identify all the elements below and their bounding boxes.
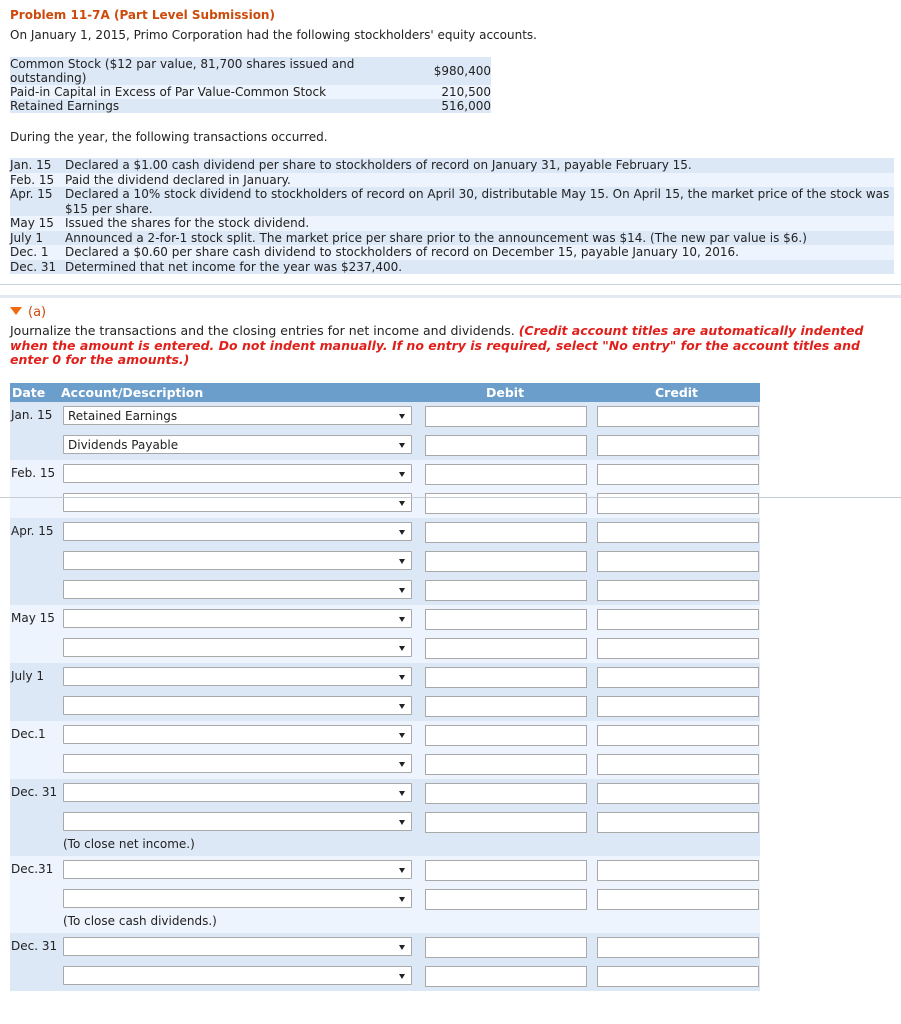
debit-input[interactable] [425,464,587,485]
page-bottom [0,1011,901,1024]
transaction-text: Paid the dividend declared in January. [65,173,894,188]
credit-input[interactable] [597,696,759,717]
debit-input[interactable] [425,783,587,804]
debit-input[interactable] [425,889,587,910]
credit-input[interactable] [597,580,759,601]
divider [0,284,901,285]
instruction-note: (Credit account titles are automatically indented when the amount is entered. Do not indent manually. If no entry is required, select "No entry" for the account titles and enter 0 for the amounts.) [10,323,864,367]
dropdown-arrow-icon [399,791,405,796]
transaction-row [10,158,894,173]
part-a-toggle[interactable] [10,305,46,320]
journal-entry-group [10,460,760,518]
account-select[interactable] [63,860,412,879]
debit-input[interactable] [425,522,587,543]
transaction-date: Jan. 15 [10,158,65,173]
entry-date: Dec.31 [11,862,54,876]
account-select[interactable] [63,812,412,831]
journal-line [10,750,760,779]
debit-input[interactable] [425,812,587,833]
dropdown-arrow-icon [399,530,405,535]
account-select[interactable] [63,609,412,628]
part-a-label: (a) [28,305,47,320]
journal-entry-group [10,605,760,663]
account-select[interactable] [63,754,412,773]
problem-title: Problem 11-7A (Part Level Submission) [10,8,275,22]
journal-line [10,489,760,518]
debit-input[interactable] [425,667,587,688]
account-select[interactable] [63,667,412,686]
journal-line [10,547,760,576]
debit-input[interactable] [425,860,587,881]
journal-line [10,576,760,605]
account-select[interactable] [63,580,412,599]
account-select[interactable] [63,889,412,908]
transaction-text: Determined that net income for the year was $237,400. [65,260,894,275]
dropdown-arrow-icon [399,414,405,419]
journal-line [10,663,760,692]
account-select[interactable] [63,522,412,541]
journal-entry-group [10,518,760,605]
problem-intro: On January 1, 2015, Primo Corporation had the following stockholders' equity accounts. [10,28,537,42]
part-a-instructions [10,324,890,368]
journal-entry-group [10,856,760,933]
entry-date: Dec.1 [11,727,46,741]
credit-input[interactable] [597,889,759,910]
journal-entry-group [10,721,760,779]
credit-input[interactable] [597,551,759,572]
debit-input[interactable] [425,966,587,987]
header-debit: Debit [486,385,525,400]
credit-input[interactable] [597,522,759,543]
debit-input[interactable] [425,551,587,572]
account-select[interactable] [63,551,412,570]
journal-line [10,605,760,634]
debit-input[interactable] [425,937,587,958]
equity-row [10,99,491,113]
dropdown-arrow-icon [399,617,405,622]
dropdown-arrow-icon [399,646,405,651]
debit-input[interactable] [425,609,587,630]
transaction-date: Apr. 15 [10,187,65,216]
account-select[interactable] [63,493,412,512]
dropdown-arrow-icon [399,733,405,738]
credit-input[interactable] [597,783,759,804]
credit-input[interactable] [597,464,759,485]
entry-note-text: (To close net income.) [63,837,195,851]
journal-entry-table [10,383,760,991]
equity-amount: $980,400 [434,57,491,85]
journal-entry-group [10,779,760,856]
header-date: Date [12,385,46,400]
entry-date: May 15 [11,611,55,625]
dropdown-arrow-icon [399,472,405,477]
equity-row [10,57,491,85]
credit-input[interactable] [597,812,759,833]
journal-line [10,885,760,914]
journal-line [10,808,760,837]
account-select-value: Dividends Payable [68,438,179,452]
equity-label: Common Stock ($12 par value, 81,700 shares issued and outstanding) [10,57,434,85]
debit-input[interactable] [425,696,587,717]
entry-note [10,837,760,856]
account-select[interactable] [63,696,412,715]
transaction-text: Announced a 2-for-1 stock split. The market price per share prior to the announcement was $14. (The new par value is $6.) [65,231,894,246]
collapse-triangle-icon [10,307,22,315]
dropdown-arrow-icon [399,820,405,825]
entry-note-text: (To close cash dividends.) [63,914,217,928]
credit-input[interactable] [597,406,759,427]
equity-label: Paid-in Capital in Excess of Par Value-Common Stock [10,85,434,99]
credit-input[interactable] [597,638,759,659]
journal-body [10,402,760,991]
dropdown-arrow-icon [399,675,405,680]
entry-date: Apr. 15 [11,524,54,538]
equity-row [10,85,491,99]
transaction-text: Declared a $1.00 cash dividend per share to stockholders of record on January 31, payable February 15. [65,158,894,173]
transaction-date: Dec. 1 [10,245,65,260]
header-credit: Credit [655,385,699,400]
instruction-text: Journalize the transactions and the closing entries for net income and dividends. [10,323,519,338]
journal-line [10,933,760,962]
entry-date: July 1 [11,669,45,683]
journal-line [10,460,760,489]
journal-line [10,692,760,721]
account-select[interactable] [63,725,412,744]
credit-input[interactable] [597,754,759,775]
transactions-intro: During the year, the following transactions occurred. [10,130,328,144]
header-account: Account/Description [61,385,204,400]
entry-date: Dec. 31 [11,785,58,799]
transaction-text: Declared a 10% stock dividend to stockholders of record on April 30, distributable May 15. On April 15, the market price of the stock was $15 per share. [65,187,894,216]
transaction-date: July 1 [10,231,65,246]
debit-input[interactable] [425,406,587,427]
account-select-value: Retained Earnings [68,409,178,423]
journal-line [10,402,760,431]
transaction-text: Issued the shares for the stock dividend. [65,216,894,231]
dropdown-arrow-icon [399,762,405,767]
entry-date: Dec. 31 [11,939,58,953]
credit-input[interactable] [597,667,759,688]
transaction-date: Feb. 15 [10,173,65,188]
transactions-table [10,158,894,274]
journal-line [10,856,760,885]
journal-line [10,962,760,991]
journal-line [10,431,760,460]
dropdown-arrow-icon [399,443,405,448]
transaction-row [10,260,894,275]
journal-line [10,721,760,750]
journal-entry-group [10,933,760,991]
account-select[interactable] [63,464,412,483]
page-divider-line [0,497,901,498]
account-select[interactable] [63,435,412,454]
journal-line [10,634,760,663]
journal-header [10,383,760,402]
credit-input[interactable] [597,860,759,881]
credit-input[interactable] [597,937,759,958]
transaction-row [10,245,894,260]
journal-entry-group [10,402,760,460]
credit-input[interactable] [597,609,759,630]
transaction-date: Dec. 31 [10,260,65,275]
dropdown-arrow-icon [399,945,405,950]
debit-input[interactable] [425,435,587,456]
dropdown-arrow-icon [399,974,405,979]
credit-input[interactable] [597,435,759,456]
equity-accounts-table [10,57,491,113]
account-select[interactable] [63,406,412,425]
dropdown-arrow-icon [399,868,405,873]
transaction-row [10,216,894,231]
journal-line [10,779,760,808]
dropdown-arrow-icon [399,501,405,506]
transaction-row [10,231,894,246]
equity-amount: 516,000 [434,99,491,113]
credit-input[interactable] [597,725,759,746]
account-select[interactable] [63,783,412,802]
account-select[interactable] [63,966,412,985]
debit-input[interactable] [425,580,587,601]
journal-entry-group [10,663,760,721]
dropdown-arrow-icon [399,704,405,709]
transaction-row [10,187,894,216]
transaction-date: May 15 [10,216,65,231]
entry-date: Jan. 15 [11,408,53,422]
transaction-text: Declared a $0.60 per share cash dividend to stockholders of record on December 15, payable January 10, 2016. [65,245,894,260]
account-select[interactable] [63,937,412,956]
equity-label: Retained Earnings [10,99,434,113]
debit-input[interactable] [425,754,587,775]
divider [0,295,901,298]
dropdown-arrow-icon [399,897,405,902]
dropdown-arrow-icon [399,559,405,564]
credit-input[interactable] [597,966,759,987]
transaction-row [10,173,894,188]
dropdown-arrow-icon [399,588,405,593]
entry-note [10,914,760,933]
account-select[interactable] [63,638,412,657]
journal-line [10,518,760,547]
debit-input[interactable] [425,725,587,746]
debit-input[interactable] [425,638,587,659]
entry-date: Feb. 15 [11,466,56,480]
equity-amount: 210,500 [434,85,491,99]
